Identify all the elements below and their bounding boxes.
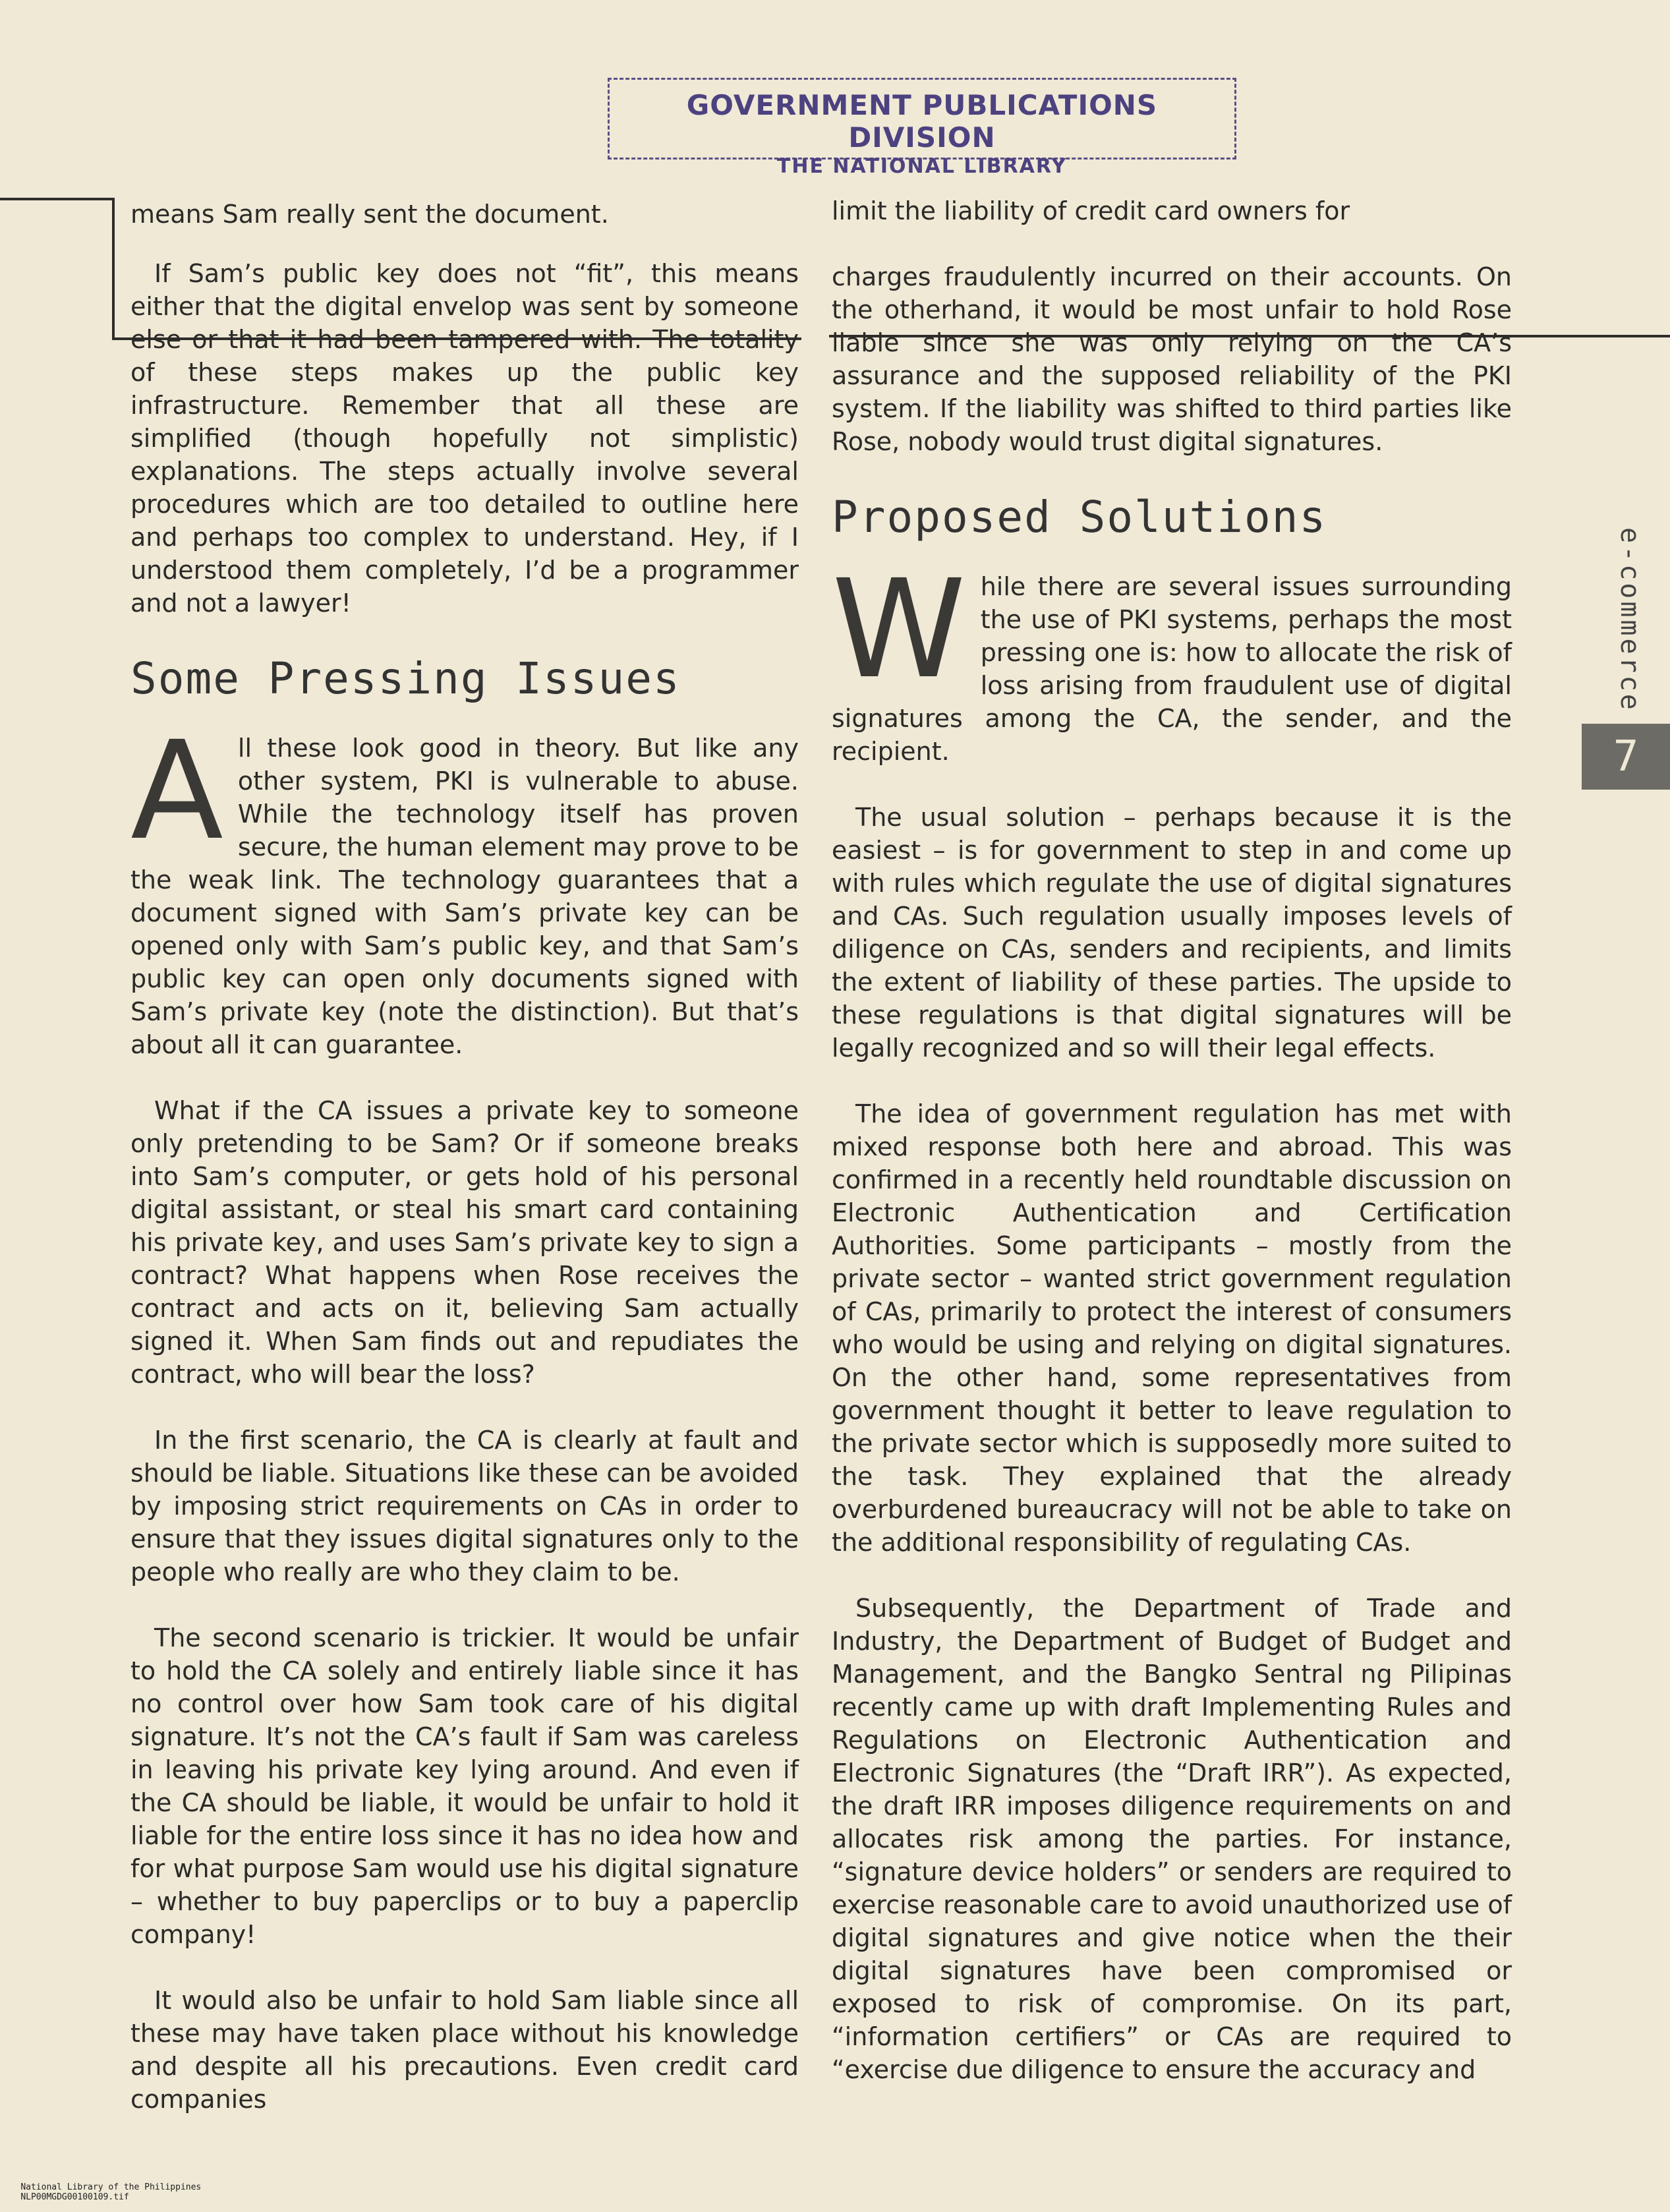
drop-cap-w: W <box>832 550 966 709</box>
right-column <box>832 194 1512 2119</box>
left-paragraph-2: If Sam’s public key does not “fit”, this means either that the digital envelop was sent by someone else or that it had been tampered with. The totality of these steps makes up the public key infrastructure. Remember that all these are simplified (though hopefully not simplistic) explanations. The steps actually involve several procedures which are too detailed to outline here and perhaps too complex to understand. Hey, if I understood them completely, I’d be a programmer and not a lawyer! <box>130 259 799 618</box>
left-paragraph-5: In the first scenario, the CA is clearly at fault and should be liable. Situations like these can be avoided by imposing strict requirements on CAs in order to ensure that they issues digital signatures only to the people who really are who they claim to be. <box>130 1426 799 1586</box>
right-paragraph-5: The idea of government regulation has met with mixed response both here and abroad. This was confirmed in a recently held roundtable discussion on Electronic Authentication and Certification Authorities. Some participants – mostly from the private sector – wanted strict government regulation of CAs, primarily to protect the interest of consumers who would be using and relying on digital signatures. On the other hand, some representatives from government thought it better to leave regulation to the private sector which is supposedly more suited to the task. They explained that the already overburdened bureaucracy will not be able to take on the additional responsibility of regulating CAs. <box>832 1099 1512 1557</box>
left-column <box>130 198 799 2149</box>
right-paragraph-3-text: hile there are several issues surrounding the use of PKI systems, perhaps the most pressing one is: how to allocate the risk of loss arising from fraudulent use of digital signatures among the CA, the sender, and the recipient. <box>832 572 1512 766</box>
section-side-label <box>1611 527 1650 712</box>
left-vertical-rule <box>112 198 115 339</box>
left-paragraph-4: What if the CA issues a private key to someone only pretending to be Sam? Or if someone breaks into Sam’s computer, or gets hold of his personal digital assistant, or steal his smart card containing his private key, and uses Sam’s private key to sign a contract? What happens when Rose receives the contract and acts on it, believing Sam actually signed it. When Sam finds out and repudiates the contract, who will bear the loss? <box>130 1096 799 1389</box>
section-heading-proposed-solutions: Proposed Solutions <box>832 492 1327 542</box>
right-paragraph-6: Subsequently, the Department of Trade and Industry, the Department of Budget of Budget and Management, and the Bangko Sentral ng Pilipinas recently came up with draft Implementing Rules and Regulations on Electronic Authentication and Electronic Signatures (the “Draft IRR”). As expected, the draft IRR imposes diligence requirements on and allocates risk among the parties. For instance, “signature device holders” or senders are required to exercise reasonable care to avoid unauthorized use of digital signatures and give notice when the their digital signatures have been compromised or exposed to risk of compromise. On its part, “information certifiers” or CAs are required to “exercise due diligence to ensure the accuracy and <box>832 1594 1512 2084</box>
page-number-tab: 7 <box>1582 724 1670 790</box>
left-paragraph-7: It would also be unfair to hold Sam liable since all these may have taken place without his knowledge and despite all his precautions. Even credit card companies <box>130 1986 799 2114</box>
left-paragraph-3-text: ll these look good in theory. But like any other system, PKI is vulnerable to abuse. While the technology itself has proven secure, the human element may prove to be the weak link. The technology guarantees that a document signed with Sam’s private key can be opened only with Sam’s public key, and that Sam’s public key can open only documents signed with Sam’s private key (note the distinction). But that’s about all it can guarantee. <box>130 734 799 1059</box>
scan-footer <box>0 2172 219 2212</box>
right-paragraph-3 <box>832 550 1512 768</box>
right-paragraph-1: limit the liability of credit card owners for <box>832 196 1350 225</box>
footer-file: NLP00MGDG00100109.tif <box>20 2192 129 2202</box>
section-label-text: e-commerce <box>1615 527 1645 713</box>
stamp-line-1: GOVERNMENT PUBLICATIONS DIVISION <box>686 89 1158 154</box>
drop-cap-a: A <box>130 712 223 870</box>
left-paragraph-3 <box>130 712 799 1061</box>
library-stamp <box>608 78 1236 178</box>
right-paragraph-4: The usual solution – perhaps because it is the easiest – is for government to step in and come up with rules which regulate the use of digital signatures and CAs. Such regulation usually imposes levels of diligence on CAs, senders and recipients, and limits the extent of liability of these parties. The upside to these regulations is that digital signatures will be legally recognized and so will their legal effects. <box>832 803 1512 1062</box>
top-left-rule <box>0 198 113 200</box>
footer-library: National Library of the Philippines <box>20 2182 202 2192</box>
stamp-line-2: THE NATIONAL LIBRARY <box>776 155 1068 178</box>
right-paragraph-2: charges fraudulently incurred on their accounts. On the otherhand, it would be most unfair to hold Rose liable since she was only relying on the CA’s assurance and the supposed reliability of the PKI system. If the liability was shifted to third parties like Rose, nobody would trust digital signatures. <box>832 262 1512 456</box>
section-heading-pressing-issues: Some Pressing Issues <box>130 653 681 704</box>
left-paragraph-6: The second scenario is trickier. It would be unfair to hold the CA solely and entirely liable since it has no control over how Sam took care of his digital signature. It’s not the CA’s fault if Sam was careless in leaving his private key lying around. And even if the CA should be liable, it would be unfair to hold it liable for the entire loss since it has no idea how and for what purpose Sam would use his digital signature – whether to buy paperclips or to buy a paperclip company! <box>130 1623 799 1949</box>
left-paragraph-1: means Sam really sent the document. <box>130 200 609 229</box>
